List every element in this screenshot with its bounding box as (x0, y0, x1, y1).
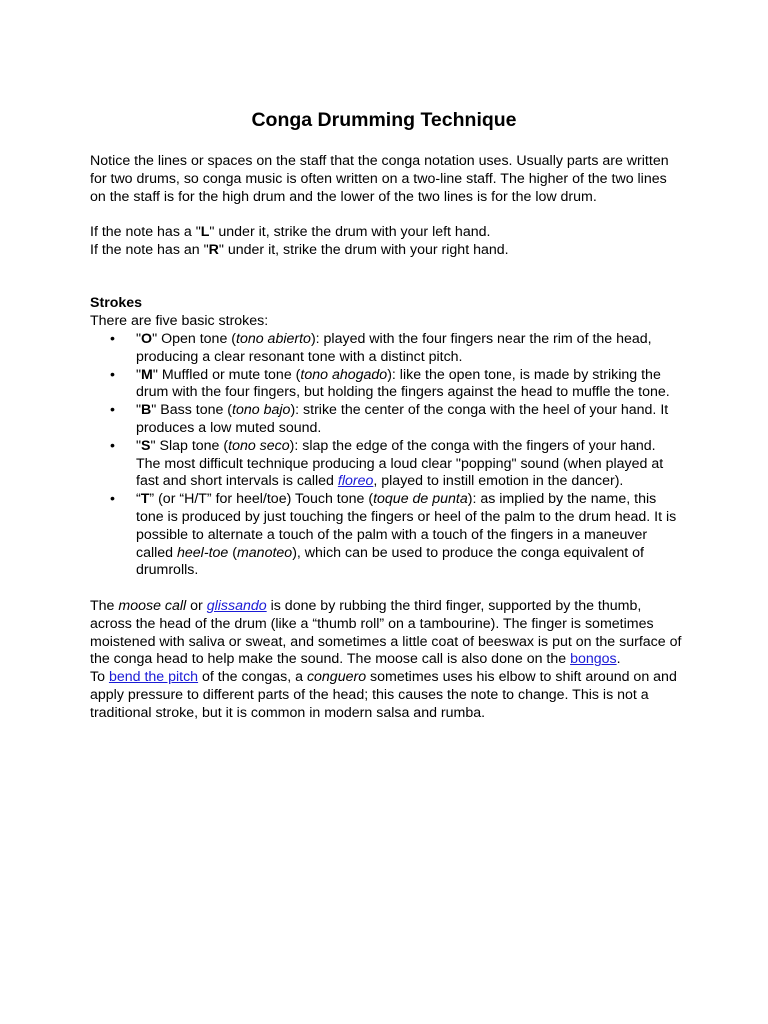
bullet-icon: • (110, 437, 115, 454)
document-body (90, 153, 682, 723)
list-item: • "S" Slap tone (tono seco): slap the edge of the conga with the fingers of your hand. The most difficult technique producing a loud clear "popping" sound (when played at fast and short intervals is called floreo, played to instill emotion in the dancer). (110, 437, 664, 490)
floreo-link[interactable]: floreo (337, 473, 374, 490)
page-title: Conga Drumming Technique (251, 109, 517, 131)
bongos-link[interactable]: bongos (570, 651, 617, 668)
bullet-icon: • (110, 491, 115, 508)
right-hand-letter: R (208, 241, 219, 258)
strokes-list (90, 331, 682, 580)
bend-the-pitch-link[interactable]: bend the pitch (108, 669, 199, 686)
moose-call-paragraph: The moose call or glissando is done by rubbing the third finger, supported by the thumb, across the head of the drum (like a “thumb roll” on a tambourine). The finger is sometimes moistened with saliva or sweat, and sometimes a little coat of beeswax is put on the surface of the conga head to help make the sound. The moose call is also done on the bongos. (90, 597, 682, 668)
bullet-icon: • (110, 366, 115, 383)
glissando-link[interactable]: glissando (206, 597, 267, 614)
intro-paragraph: Notice the lines or spaces on the staff that the conga notation uses. Usually parts are written for two drums, so conga music is often written on a two-line staff. The higher of the two lines on the staff is for the high drum and the lower of the two lines is for the low drum. (90, 153, 669, 205)
left-hand-letter: L (200, 224, 210, 241)
list-item: • “T” (or “H/T” for heel/toe) Touch tone (toque de punta): as implied by the name, this tone is produced by just touching the fingers or heel of the palm to the drum head. It is possible to alternate a touch of the palm with a touch of the fingers in a maneuver called heel-toe (manoteo), which can be used to produce the conga equivalent of drumrolls. (110, 491, 677, 579)
right-hand-line: If the note has an "R" under it, strike the drum with your right hand. (90, 241, 509, 258)
left-hand-line: If the note has a "L" under it, strike the drum with your left hand. (90, 224, 491, 241)
list-item: • "B" Bass tone (tono bajo): strike the center of the conga with the heel of your hand. It produces a low muted sound. (110, 402, 669, 436)
strokes-heading: Strokes (90, 295, 143, 312)
list-item: • "M" Muffled or mute tone (tono ahogado): like the open tone, is made by striking the drum with the four fingers, but holding the fingers against the head to muffle the tone. (110, 366, 670, 401)
bullet-icon: • (110, 330, 115, 347)
bend-pitch-paragraph: To bend the pitch of the congas, a conguero sometimes uses his elbow to shift around on and apply pressure to different parts of the head; this causes the note to change. This is not a traditional stroke, but it is common in modern salsa and rumba. (90, 669, 677, 721)
strokes-intro: There are five basic strokes: (90, 313, 269, 330)
list-item: • "O" Open tone (tono abierto): played with the four fingers near the rim of the head, producing a clear resonant tone with a distinct pitch. (110, 330, 652, 365)
bullet-icon: • (110, 402, 115, 419)
